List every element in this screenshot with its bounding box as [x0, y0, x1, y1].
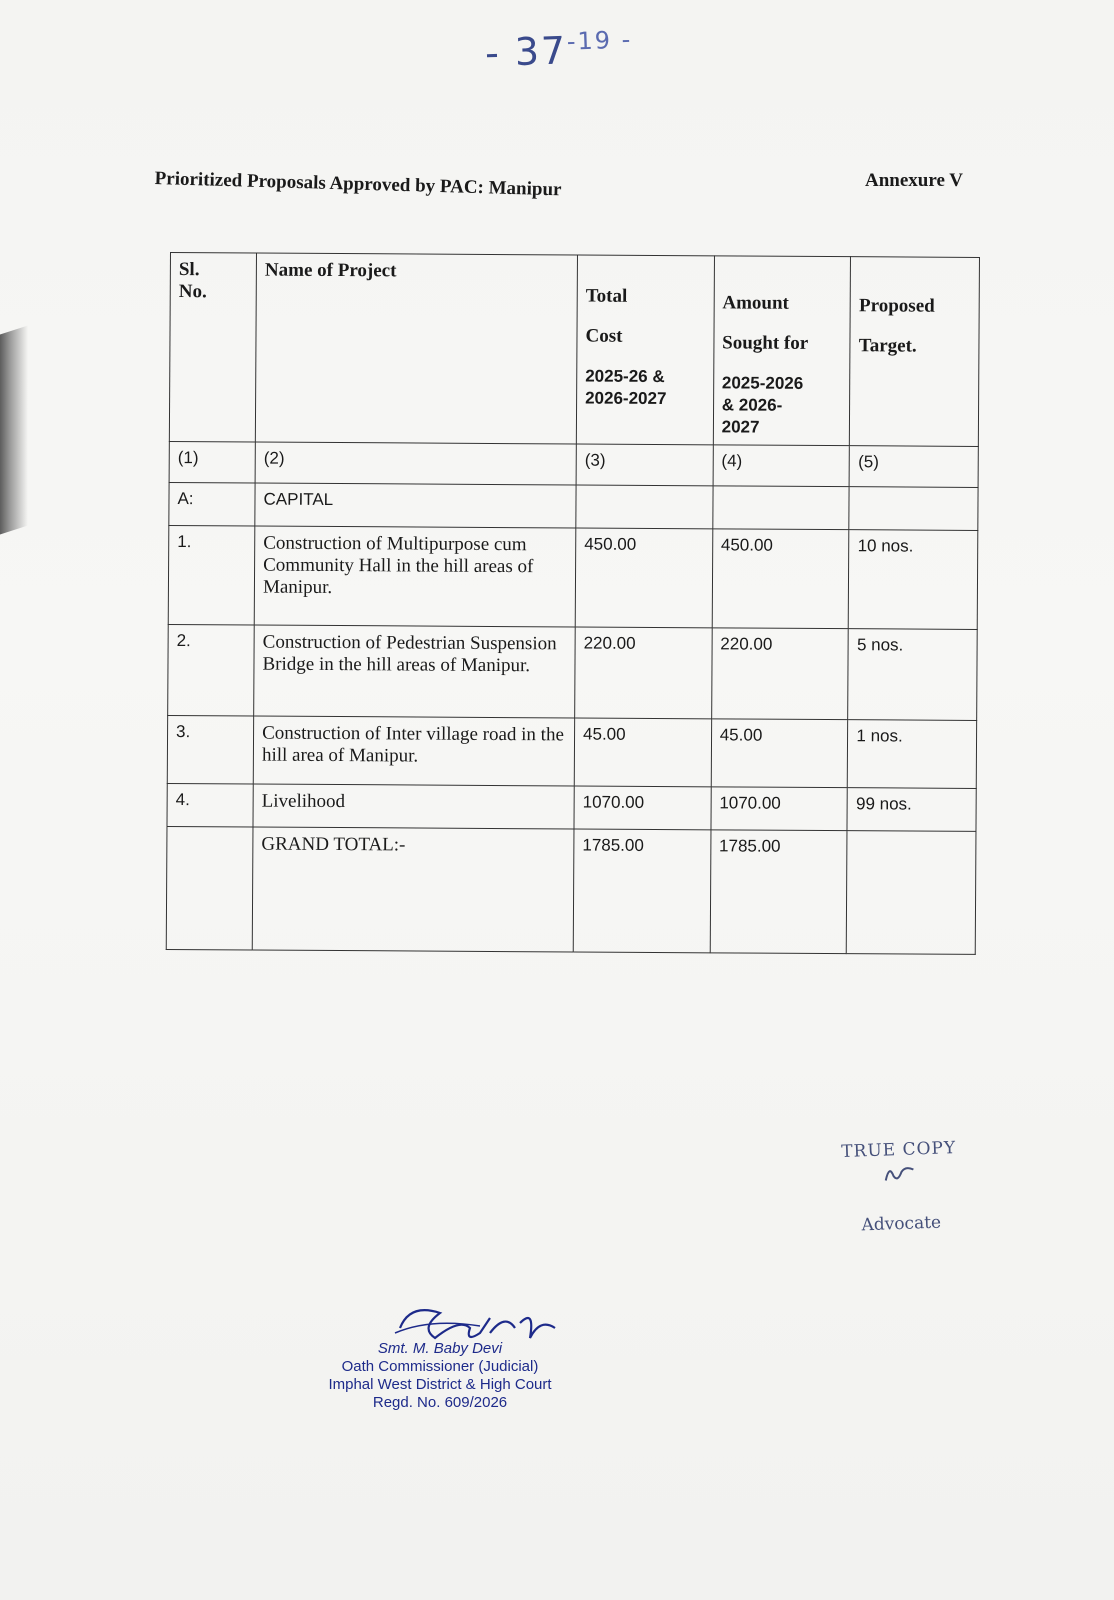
total-cost-cell: 45.00	[574, 718, 711, 787]
section-title: CAPITAL	[255, 483, 576, 528]
annexure-label: Annexure V	[865, 170, 964, 191]
sl-no-cell: 4.	[167, 783, 253, 827]
handwritten-signature	[340, 1298, 560, 1358]
section-row-capital	[169, 482, 978, 530]
col-header-amount-sought: Amount Sought for 2025-2026 & 2026- 2027	[713, 256, 851, 446]
project-name-cell: Construction of Pedestrian Suspension Bridge in the hill areas of Manipur.	[254, 625, 576, 718]
total-cost-cell: 1070.00	[574, 786, 711, 830]
amount-sought-cell: 220.00	[711, 628, 848, 720]
sl-no-cell: 1.	[168, 525, 255, 625]
table-header-row	[169, 253, 979, 447]
total-cost-cell: 220.00	[575, 627, 712, 719]
oath-commissioner-stamp: Smt. M. Baby Devi Oath Commissioner (Judicial) Imphal West District & High Court Regd. No. 609/2026	[300, 1340, 580, 1412]
table-row	[167, 715, 976, 788]
proposed-target-cell: 10 nos.	[849, 530, 978, 630]
col-header-sl-no: Sl. No.	[169, 253, 256, 443]
col-number: (3)	[576, 444, 713, 486]
project-name-cell: Construction of Inter village road in the hill area of Manipur.	[253, 716, 574, 786]
amount-sought-cell: 1070.00	[711, 787, 848, 831]
grand-total-label: GRAND TOTAL:-	[252, 827, 574, 952]
col-number: (4)	[713, 445, 850, 487]
col-header-total-cost: Total Cost 2025-26 & 2026-2027	[576, 255, 714, 445]
true-copy-stamp: TRUE COPY Advocate	[840, 1138, 957, 1236]
handwritten-page-number: - $37^{-19 -}$	[484, 25, 633, 76]
proposals-table	[166, 252, 980, 955]
advocate-initial-signature	[879, 1161, 920, 1184]
section-label: A:	[169, 482, 255, 526]
col-header-name-of-project: Name of Project	[255, 253, 577, 444]
sl-no-cell: 3.	[167, 715, 253, 784]
table-row	[167, 783, 976, 831]
amount-sought-cell: 45.00	[711, 719, 848, 788]
total-cost-cell: 450.00	[575, 528, 712, 628]
grand-total-row	[166, 826, 976, 954]
proposed-target-cell: 1 nos.	[848, 720, 977, 789]
page-edge-shadow	[0, 325, 28, 534]
table-row	[168, 624, 978, 720]
grand-total-amount: 1785.00	[710, 830, 847, 954]
col-header-proposed-target: Proposed Target.	[850, 257, 980, 447]
column-number-row	[169, 441, 978, 487]
col-number: (1)	[169, 441, 255, 483]
table-row	[168, 525, 978, 629]
document-title: Prioritized Proposals Approved by PAC: Manipur	[154, 168, 562, 201]
amount-sought-cell: 450.00	[712, 529, 849, 629]
proposed-target-cell: 5 nos.	[848, 629, 977, 721]
sl-no-cell: 2.	[168, 624, 255, 716]
proposed-target-cell: 99 nos.	[847, 788, 976, 832]
project-name-cell: Livelihood	[253, 784, 574, 829]
project-name-cell: Construction of Multipurpose cum Community Hall in the hill areas of Manipur.	[254, 526, 576, 627]
col-number: (5)	[849, 446, 978, 488]
col-number: (2)	[255, 442, 576, 485]
grand-total-cost: 1785.00	[573, 829, 710, 953]
